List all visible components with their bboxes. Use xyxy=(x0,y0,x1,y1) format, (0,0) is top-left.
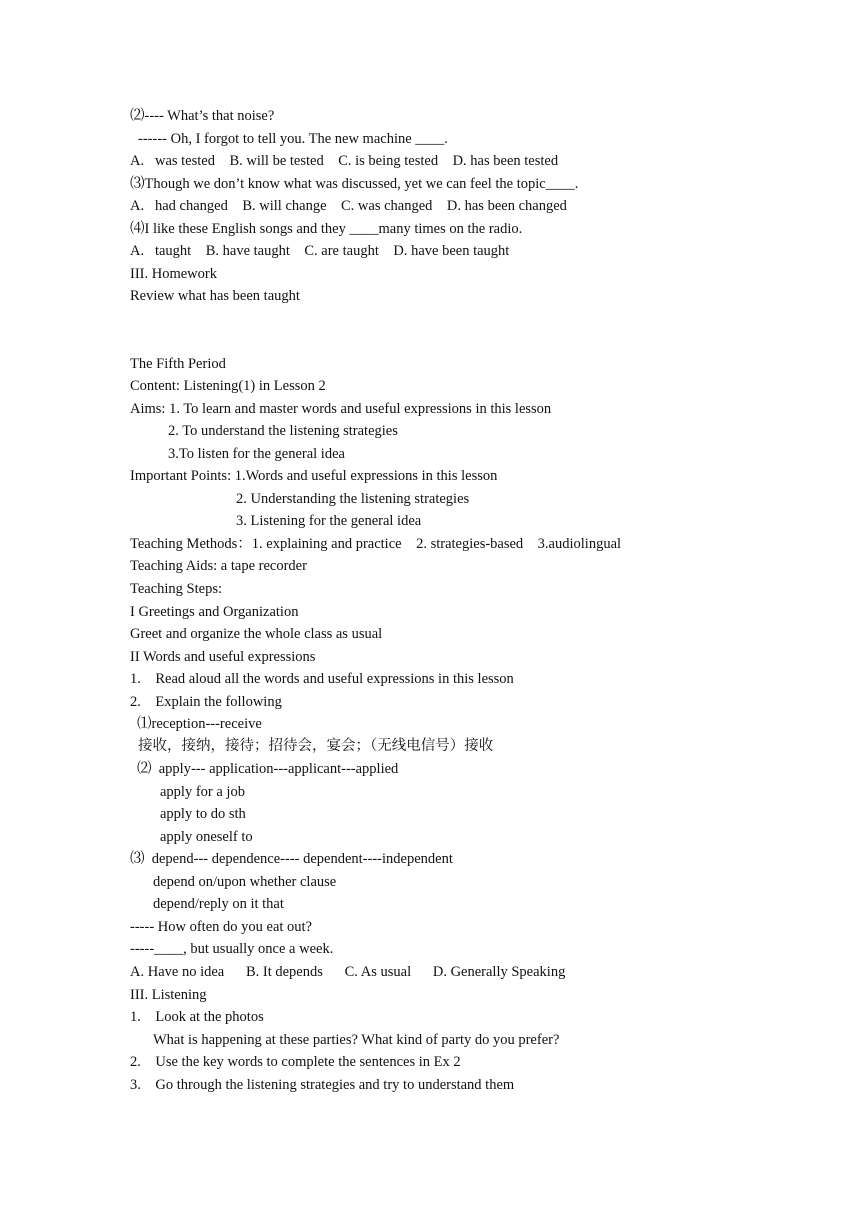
listening-step-1-detail: What is happening at these parties? What kind of party do you prefer? xyxy=(153,1032,560,1048)
teaching-methods: Teaching Methods：1. explaining and practice 2. strategies-based 3.audiolingual xyxy=(130,536,622,552)
period-title: The Fifth Period xyxy=(130,356,226,372)
question-2-options: A. was tested B. will be tested C. is being tested D. has been tested xyxy=(130,153,559,169)
vocab-depend: ⑶ depend--- dependence---- dependent----independent xyxy=(130,851,453,867)
section-greetings-heading: I Greetings and Organization xyxy=(130,604,299,620)
vocab-depend-example-1: depend on/upon whether clause xyxy=(153,874,337,890)
question-4-prompt: ⑷I like these English songs and they ____many times on the radio. xyxy=(130,221,523,237)
vocab-reception-meaning: 接收，接纳，接待；招待会，宴会；（无线电信号）接收 xyxy=(138,738,494,754)
vocab-apply-example-1: apply for a job xyxy=(160,784,245,800)
section-listening-heading: III. Listening xyxy=(130,987,207,1003)
dialog-answer: -----____, but usually once a week. xyxy=(130,941,334,957)
vocab-reception: ⑴reception---receive xyxy=(137,716,262,732)
important-points-line-3: 3. Listening for the general idea xyxy=(236,513,422,529)
aims-line-2: 2. To understand the listening strategies xyxy=(168,423,398,439)
vocab-depend-example-2: depend/reply on it that xyxy=(153,896,284,912)
aims-line-3: 3.To listen for the general idea xyxy=(168,446,345,462)
aims-line-1: Aims: 1. To learn and master words and useful expressions in this lesson xyxy=(130,401,552,417)
dialog-question: ----- How often do you eat out? xyxy=(130,919,312,935)
section-greetings-text: Greet and organize the whole class as usual xyxy=(130,626,383,642)
listening-step-1: 1. Look at the photos xyxy=(130,1009,264,1025)
content-line: Content: Listening(1) in Lesson 2 xyxy=(130,378,326,394)
homework-text: Review what has been taught xyxy=(130,288,300,304)
vocab-apply-example-3: apply oneself to xyxy=(160,829,253,845)
question-3-options: A. had changed B. will change C. was changed D. has been changed xyxy=(130,198,567,214)
words-step-2: 2. Explain the following xyxy=(130,694,282,710)
words-step-1: 1. Read aloud all the words and useful expressions in this lesson xyxy=(130,671,514,687)
question-4-options: A. taught B. have taught C. are taught D. have been taught xyxy=(130,243,510,259)
vocab-apply-example-2: apply to do sth xyxy=(160,806,246,822)
teaching-aids: Teaching Aids: a tape recorder xyxy=(130,558,307,574)
vocab-apply: ⑵ apply--- application---applicant---applied xyxy=(137,761,399,777)
dialog-options: A. Have no idea B. It depends C. As usual D. Generally Speaking xyxy=(130,964,566,980)
homework-heading: III. Homework xyxy=(130,266,217,282)
listening-step-2: 2. Use the key words to complete the sentences in Ex 2 xyxy=(130,1054,461,1070)
question-2-response: ------ Oh, I forgot to tell you. The new machine ____. xyxy=(138,131,448,147)
question-2-prompt: ⑵---- What’s that noise? xyxy=(130,108,275,124)
important-points-line-1: Important Points: 1.Words and useful expressions in this lesson xyxy=(130,468,498,484)
listening-step-3: 3. Go through the listening strategies and try to understand them xyxy=(130,1077,515,1093)
important-points-line-2: 2. Understanding the listening strategies xyxy=(236,491,470,507)
teaching-steps-heading: Teaching Steps: xyxy=(130,581,223,597)
section-words-heading: II Words and useful expressions xyxy=(130,649,316,665)
question-3-prompt: ⑶Though we don’t know what was discussed, yet we can feel the topic____. xyxy=(130,176,579,192)
